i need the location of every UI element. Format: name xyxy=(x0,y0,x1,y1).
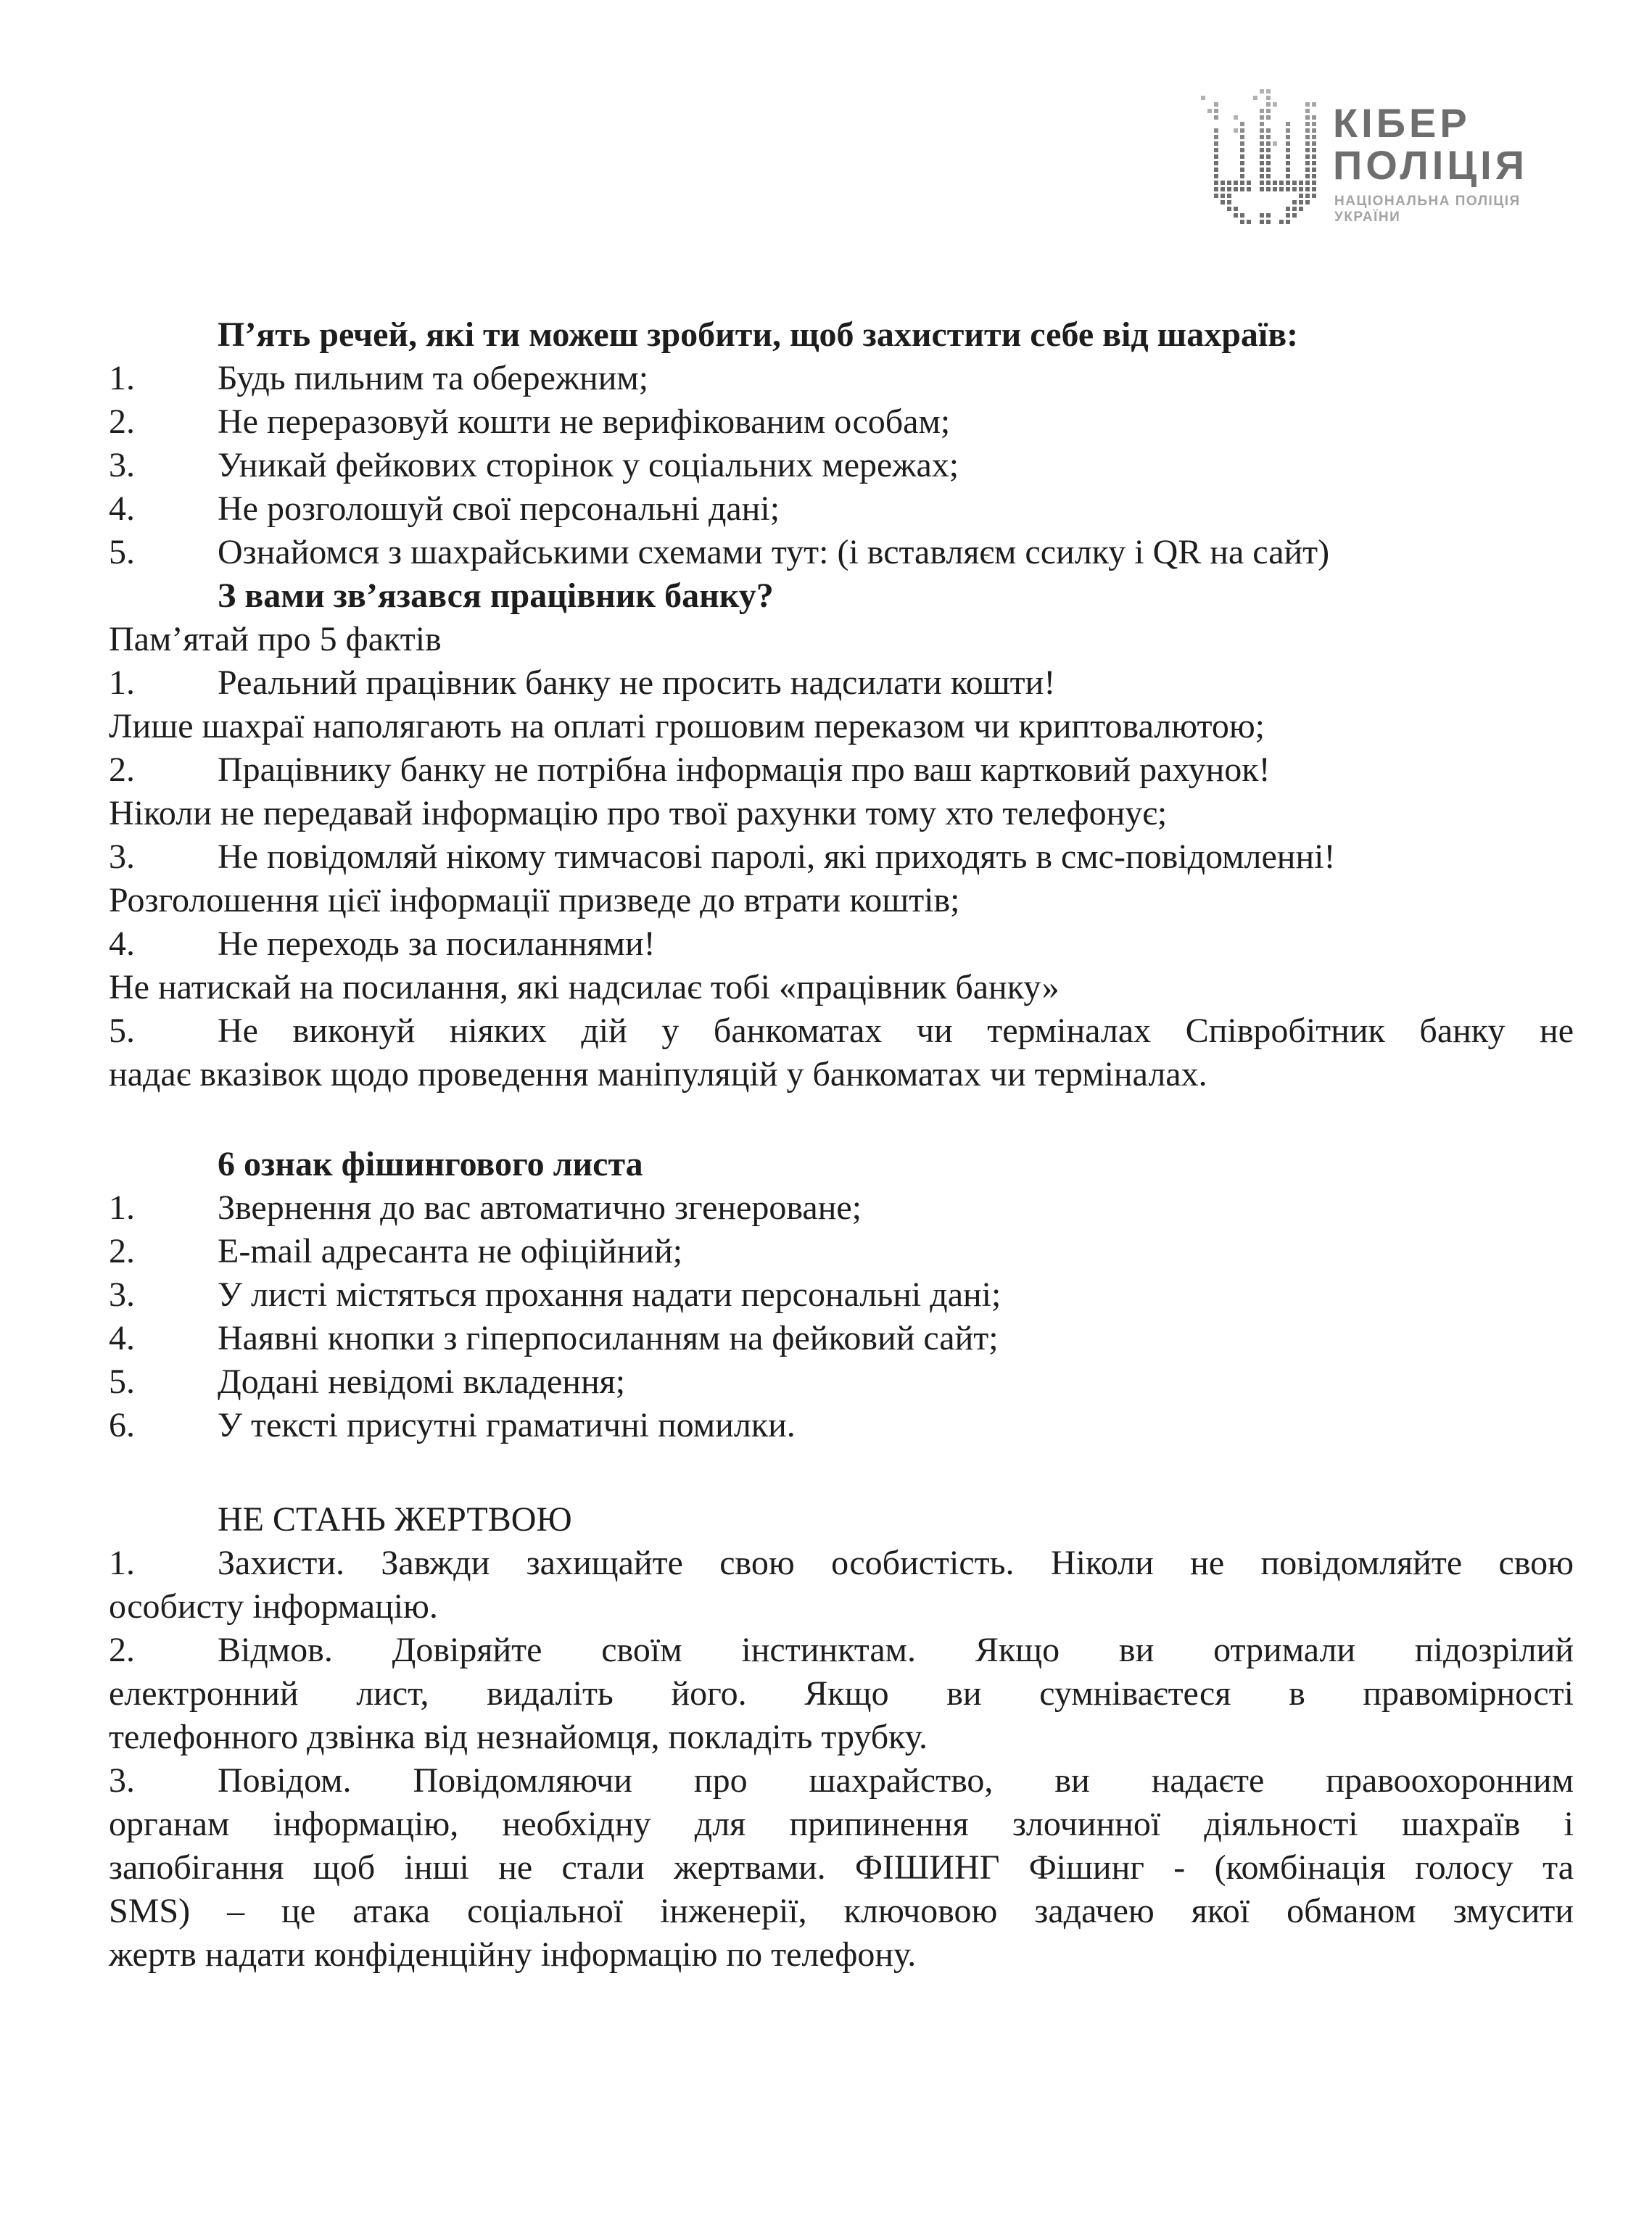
logo-pixel xyxy=(1286,213,1290,218)
logo-pixel xyxy=(1312,128,1316,133)
logo-pixel xyxy=(1214,168,1218,172)
logo-pixel xyxy=(1286,220,1290,224)
logo-pixel xyxy=(1312,187,1316,191)
item-text-line: Відмов. Довіряйте своїм інстинктам. Якщо ви отримали підозрілий xyxy=(218,1631,1574,1669)
item-text-line: особисту інформацію. xyxy=(109,1587,438,1626)
logo-pixel xyxy=(1260,115,1264,120)
logo-pixel xyxy=(1260,154,1264,159)
logo-pixel xyxy=(1260,122,1264,126)
trident-pixel-icon xyxy=(1197,70,1327,236)
logo-pixel xyxy=(1312,174,1316,178)
logo-pixel xyxy=(1260,89,1264,94)
item-text-line: жертв надати конфіденційну інформацію по телефону. xyxy=(109,1935,917,1974)
logo-pixel xyxy=(1286,128,1290,133)
logo-pixel xyxy=(1227,200,1231,204)
item-number: 3. xyxy=(109,446,135,484)
logo-pixel xyxy=(1234,207,1238,211)
fact-title: Працівнику банку не потрібна інформація про ваш картковий рахунок! xyxy=(218,750,1271,789)
logo-pixel xyxy=(1221,194,1225,198)
item-number: 6. xyxy=(109,1406,135,1444)
logo-pixel xyxy=(1234,187,1238,191)
logo-pixel xyxy=(1279,181,1284,185)
logo-pixel xyxy=(1266,220,1271,224)
logo-pixel xyxy=(1266,135,1271,139)
logo-pixel xyxy=(1260,187,1264,191)
logo-pixel xyxy=(1214,109,1218,113)
logo-pixel xyxy=(1299,200,1303,204)
item-text: Уникай фейкових сторінок у соціальних мережах; xyxy=(218,446,959,484)
logo-pixel xyxy=(1214,194,1218,198)
list-item xyxy=(109,531,1574,574)
logo-subtitle-line1: НАЦІОНАЛЬНА ПОЛІЦІЯ xyxy=(1334,194,1521,209)
logo-pixel xyxy=(1286,181,1290,185)
item-text: Будь пильним та обережним; xyxy=(218,359,649,397)
item-text-line: Захисти. Завжди захищайте свою особистість. Ніколи не повідомляйте свою xyxy=(218,1544,1574,1582)
fact-title: Не виконуй ніяких дій у банкоматах чи терміналах Співробітник банку не xyxy=(218,1012,1574,1050)
item-number: 2. xyxy=(109,750,135,789)
logo-pixel xyxy=(1240,122,1244,126)
logo-pixel xyxy=(1305,181,1310,185)
logo-pixel xyxy=(1214,187,1218,191)
list-item xyxy=(109,1186,1574,1230)
fact-text: Не натискай на посилання, які надсилає тобі «працівник банку» xyxy=(109,968,1060,1006)
section2-intro: Пам’ятай про 5 фактів xyxy=(109,620,442,658)
logo-pixel xyxy=(1305,168,1310,172)
fact-text: Розголошення цієї інформації призведе до втрати коштів; xyxy=(109,881,960,919)
item-text-line: електронний лист, видаліть його. Якщо ви сумніваєтеся в правомірності xyxy=(109,1674,1574,1713)
fact-item xyxy=(109,748,1574,792)
logo-pixel xyxy=(1266,168,1271,172)
item-text: Не переразовуй кошти не верифікованим особам; xyxy=(218,402,951,441)
logo-pixel xyxy=(1305,161,1310,165)
logo-pixel xyxy=(1312,181,1316,185)
logo-pixel xyxy=(1305,154,1310,159)
item-text-line: SMS) – це атака соціальної інженерії, ключовою задачею якої обманом змусити xyxy=(109,1892,1574,1930)
logo-pixel xyxy=(1247,181,1251,185)
list-item xyxy=(109,1230,1574,1273)
trident-pixels xyxy=(1201,89,1316,224)
item-text: Наявні кнопки з гіперпосиланням на фейковий сайт; xyxy=(218,1319,999,1357)
fact-item xyxy=(109,1009,1574,1053)
logo-pixel xyxy=(1266,96,1271,100)
item-number: 1. xyxy=(109,1188,135,1227)
logo-pixel xyxy=(1234,128,1238,133)
logo-pixel xyxy=(1266,174,1271,178)
logo-title-line2: ПОЛІЦІЯ xyxy=(1333,142,1528,188)
logo-pixel xyxy=(1214,181,1218,185)
list-item xyxy=(109,357,1574,400)
logo-pixel xyxy=(1201,96,1205,100)
logo-pixel xyxy=(1227,187,1231,191)
logo-pixel xyxy=(1292,213,1297,218)
logo-pixel xyxy=(1240,187,1244,191)
logo-pixel xyxy=(1266,102,1271,107)
logo-pixel xyxy=(1312,141,1316,146)
logo-pixel xyxy=(1312,194,1316,198)
item-text-line: запобігання щоб інші не стали жертвами. ФІШИНГ Фішинг - (комбінація голосу та xyxy=(109,1848,1574,1887)
item-text-line: Повідом. Повідомляючи про шахрайство, ви надаєте правоохоронним xyxy=(218,1761,1574,1800)
logo-pixel xyxy=(1260,220,1264,224)
item-number: 4. xyxy=(109,489,135,528)
list-item xyxy=(109,444,1574,487)
list-item xyxy=(109,1273,1574,1317)
fact-item xyxy=(109,661,1574,705)
logo-pixel xyxy=(1240,174,1244,178)
logo-pixel xyxy=(1214,161,1218,165)
logo-pixel xyxy=(1279,220,1284,224)
fact-item xyxy=(109,835,1574,879)
logo-pixel xyxy=(1312,102,1316,107)
spacer xyxy=(109,1447,1574,1498)
logo-pixel xyxy=(1312,122,1316,126)
logo-pixel xyxy=(1305,200,1310,204)
logo-pixel xyxy=(1286,187,1290,191)
logo-pixel xyxy=(1214,174,1218,178)
item-number: 1. xyxy=(109,663,135,702)
logo-pixel xyxy=(1305,135,1310,139)
logo-pixel xyxy=(1273,102,1277,107)
item-text: У листі містяться прохання надати персональні дані; xyxy=(218,1275,1001,1314)
logo-pixel xyxy=(1240,148,1244,152)
fact-text: Ніколи не передавай інформацію про твої рахунки тому хто телефонує; xyxy=(109,794,1168,832)
section4-heading: НЕ СТАНЬ ЖЕРТВОЮ xyxy=(218,1500,572,1539)
logo-pixel xyxy=(1305,122,1310,126)
logo-pixel xyxy=(1286,135,1290,139)
logo-pixel xyxy=(1240,135,1244,139)
section2-heading: З вами зв’язався працівник банку? xyxy=(218,576,774,615)
item-text: Звернення до вас автоматично згенероване; xyxy=(218,1188,862,1227)
fact-item xyxy=(109,922,1574,966)
logo-pixel xyxy=(1305,109,1310,113)
list-item xyxy=(109,1404,1574,1447)
logo-pixel xyxy=(1279,187,1284,191)
logo-pixel xyxy=(1240,213,1244,218)
logo-pixel xyxy=(1266,187,1271,191)
logo-pixel xyxy=(1305,187,1310,191)
item-number: 5. xyxy=(109,1362,135,1401)
item-number: 3. xyxy=(109,1761,135,1800)
logo-pixel xyxy=(1312,135,1316,139)
logo-pixel xyxy=(1214,128,1218,133)
logo-pixel xyxy=(1260,141,1264,146)
logo-pixel xyxy=(1266,161,1271,165)
logo-pixel xyxy=(1234,181,1238,185)
logo-pixel xyxy=(1214,154,1218,159)
logo-pixel xyxy=(1214,115,1218,120)
fact-title: Реальний працівник банку не просить надсилати кошти! xyxy=(218,663,1056,702)
logo-pixel xyxy=(1240,141,1244,146)
logo-pixel xyxy=(1286,174,1290,178)
logo-pixel xyxy=(1286,207,1290,211)
logo-pixel xyxy=(1260,128,1264,133)
logo-pixel xyxy=(1240,181,1244,185)
logo-pixel xyxy=(1260,135,1264,139)
logo-pixel xyxy=(1286,122,1290,126)
logo-pixel xyxy=(1266,141,1271,146)
logo-pixel xyxy=(1227,181,1231,185)
logo-pixel xyxy=(1312,168,1316,172)
item-number: 5. xyxy=(109,533,135,571)
item-number: 2. xyxy=(109,1232,135,1270)
item-number: 3. xyxy=(109,1275,135,1314)
logo-pixel xyxy=(1286,148,1290,152)
logo-pixel xyxy=(1299,194,1303,198)
logo-pixel xyxy=(1266,148,1271,152)
section3-heading: 6 ознак фішингового листа xyxy=(218,1145,643,1183)
logo-pixel xyxy=(1247,220,1251,224)
item-text: Додані невідомі вкладення; xyxy=(218,1362,626,1401)
logo-pixel xyxy=(1240,128,1244,133)
logo-pixel xyxy=(1266,109,1271,113)
item-text: E-mail адресанта не офіційний; xyxy=(218,1232,683,1270)
logo-pixel xyxy=(1286,154,1290,159)
logo-pixel xyxy=(1292,181,1297,185)
item-text: У тексті присутні граматичні помилки. xyxy=(218,1406,796,1444)
item-number: 2. xyxy=(109,1631,135,1669)
logo-pixel xyxy=(1214,102,1218,107)
logo-pixel xyxy=(1286,141,1290,146)
section1-heading: П’ять речей, які ти можеш зробити, щоб захистити себе від шахраїв: xyxy=(218,315,1299,354)
logo-pixel xyxy=(1227,194,1231,198)
logo-pixel xyxy=(1312,161,1316,165)
logo-pixel xyxy=(1221,200,1225,204)
logo-pixel xyxy=(1260,109,1264,113)
item-text: Не розголошуй свої персональні дані; xyxy=(218,489,780,528)
logo-title-line1: КІБЕР xyxy=(1333,100,1471,146)
item-number: 4. xyxy=(109,1319,135,1357)
list-item xyxy=(109,1317,1574,1360)
list-item xyxy=(109,1759,1574,1803)
logo-pixel xyxy=(1240,154,1244,159)
item-number: 5. xyxy=(109,1012,135,1050)
logo-pixel xyxy=(1253,96,1257,100)
logo-pixel xyxy=(1299,207,1303,211)
item-number: 2. xyxy=(109,402,135,441)
logo-pixel xyxy=(1273,181,1277,185)
logo-pixel xyxy=(1305,102,1310,107)
logo-pixel xyxy=(1260,168,1264,172)
logo-pixel xyxy=(1292,207,1297,211)
item-text-line: телефонного дзвінка від незнайомця, покладіть трубку. xyxy=(109,1718,928,1756)
logo-pixel xyxy=(1273,187,1277,191)
logo-pixel xyxy=(1286,161,1290,165)
fact-text: надає вказівок щодо проведення маніпуляцій у банкоматах чи терміналах. xyxy=(109,1055,1207,1093)
logo-pixel xyxy=(1234,213,1238,218)
logo-pixel xyxy=(1266,181,1271,185)
logo-pixel xyxy=(1221,187,1225,191)
list-item xyxy=(109,400,1574,444)
logo-pixel xyxy=(1240,161,1244,165)
item-number: 4. xyxy=(109,925,135,963)
logo-pixel xyxy=(1234,115,1238,120)
fact-title: Не переходь за посиланнями! xyxy=(218,925,656,963)
list-item xyxy=(109,1629,1574,1672)
logo-pixel xyxy=(1247,187,1251,191)
logo-pixel xyxy=(1214,148,1218,152)
logo-pixel xyxy=(1240,220,1244,224)
logo-pixel xyxy=(1312,148,1316,152)
logo-pixel xyxy=(1292,200,1297,204)
logo-pixel xyxy=(1266,89,1271,94)
logo-pixel xyxy=(1214,135,1218,139)
item-number: 3. xyxy=(109,838,135,876)
cyberpolice-logo xyxy=(1197,70,1588,251)
logo-pixel xyxy=(1305,141,1310,146)
logo-pixel xyxy=(1214,141,1218,146)
logo-pixel xyxy=(1305,115,1310,120)
item-number: 1. xyxy=(109,1544,135,1582)
spacer xyxy=(109,1096,1574,1143)
logo-pixel xyxy=(1299,187,1303,191)
list-item xyxy=(109,487,1574,531)
list-item xyxy=(109,1542,1574,1585)
logo-pixel xyxy=(1260,148,1264,152)
document-body xyxy=(109,313,1574,1977)
logo-pixel xyxy=(1260,174,1264,178)
logo-pixel xyxy=(1286,168,1290,172)
item-text-line: органам інформацію, необхідну для припинення злочинної діяльності шахраїв і xyxy=(109,1805,1574,1843)
logo-pixel xyxy=(1292,187,1297,191)
fact-title: Не повідомляй нікому тимчасові паролі, які приходять в смс-повідомленні! xyxy=(218,838,1336,876)
logo-pixel xyxy=(1305,194,1310,198)
list-item xyxy=(109,1360,1574,1404)
logo-pixel xyxy=(1312,154,1316,159)
logo-pixel xyxy=(1240,168,1244,172)
logo-pixel xyxy=(1266,213,1271,218)
logo-pixel xyxy=(1273,141,1277,146)
logo-pixel xyxy=(1260,161,1264,165)
logo-pixel xyxy=(1227,207,1231,211)
logo-pixel xyxy=(1266,115,1271,120)
logo-pixel xyxy=(1305,174,1310,178)
logo-pixel xyxy=(1305,128,1310,133)
logo-pixel xyxy=(1260,181,1264,185)
logo-pixel xyxy=(1266,128,1271,133)
logo-pixel xyxy=(1221,181,1225,185)
logo-pixel xyxy=(1305,148,1310,152)
item-text: Ознайомся з шахрайськими схемами тут: (і вставляєм ссилку і QR на сайт) xyxy=(218,533,1330,571)
fact-text: Лише шахраї наполягають на оплаті грошовим переказом чи криптовалютою; xyxy=(109,707,1265,745)
item-number: 1. xyxy=(109,359,135,397)
logo-pixel xyxy=(1260,213,1264,218)
logo-pixel xyxy=(1312,115,1316,120)
logo-subtitle-line2: УКРАЇНИ xyxy=(1334,210,1401,225)
logo-pixel xyxy=(1207,109,1212,113)
logo-pixel xyxy=(1266,154,1271,159)
logo-pixel xyxy=(1299,181,1303,185)
